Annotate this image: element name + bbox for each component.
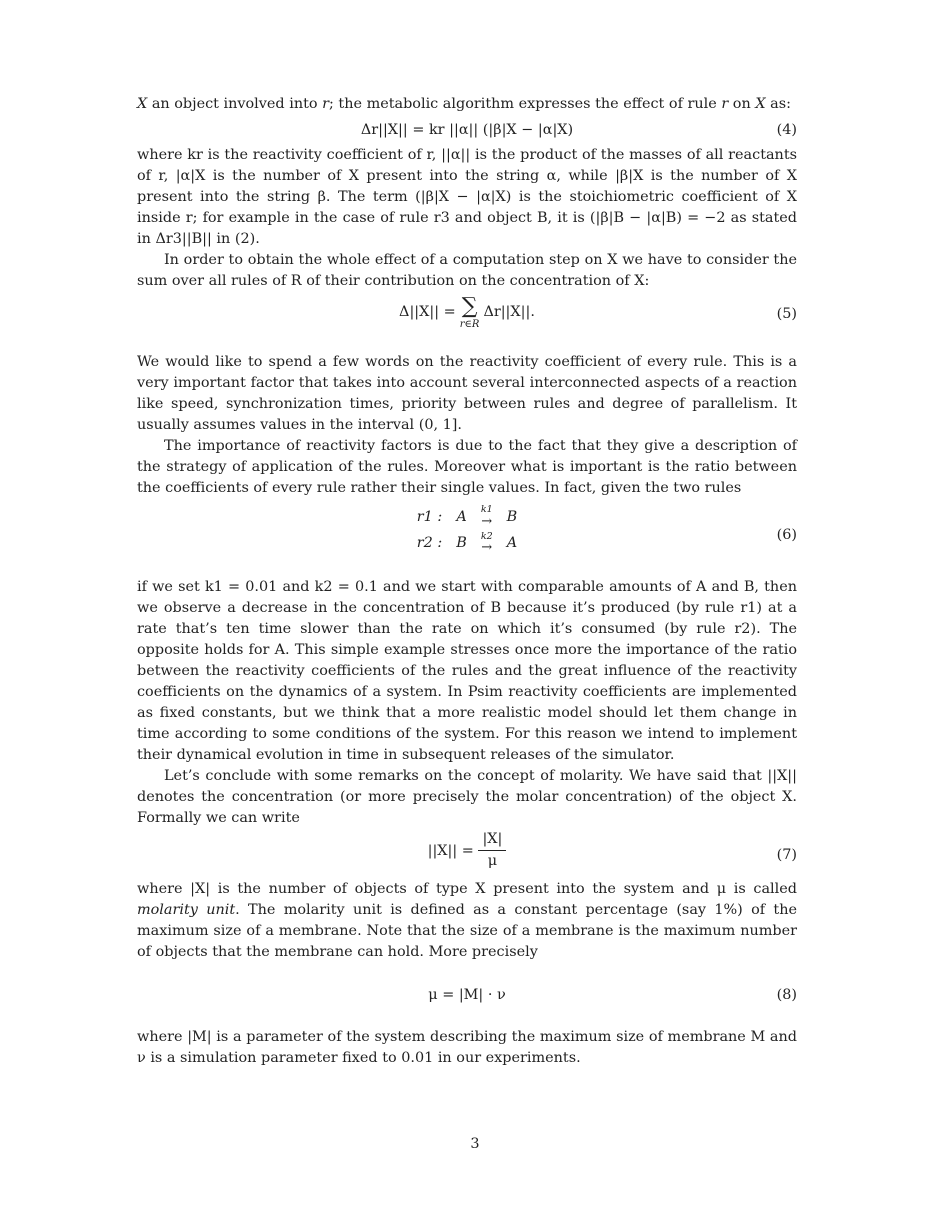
equation-lhs: Δ||X|| =: [399, 304, 456, 320]
rule-product: A: [506, 535, 518, 551]
equation-number: (4): [776, 122, 797, 138]
rate-constant: k1: [480, 504, 493, 515]
equation-8: [137, 963, 797, 1027]
text-span: ; the metabolic algorithm expresses the effect of rule: [329, 96, 722, 112]
rule-product: B: [506, 508, 518, 525]
rule-name: r2 :: [416, 535, 443, 551]
equation-6: [137, 505, 797, 577]
text-span: . The molarity unit is defined as a constant percentage (say 1%) of the maximum size of a membrane. Note that the size of a membrane is the maximum number of objects that the membrane can hold. More precisely: [137, 902, 797, 960]
rule-reactant: B: [456, 535, 467, 551]
sum-expression: [399, 296, 535, 330]
paragraph-reactivity-importance: The importance of reactivity factors is due to the fact that they give a description of the strategy of application of the rules. Moreover what is important is the ratio between the coefficients of every rule rather their single values. In fact, given the two rules: [137, 438, 797, 496]
var-r: r: [721, 96, 729, 112]
equation-4: [137, 115, 797, 145]
arrow-icon: →: [481, 513, 493, 529]
paragraph-example: if we set k1 = 0.01 and k2 = 0.1 and we start with comparable amounts of A and B, then we observe a decrease in the concentration of B because it’s produced (by rule r1) at a rate that’s ten time slower than the rate on which it’s consumed (by rule r2). The opposite holds for A. This simple example stresses once more the importance of the ratio between the reactivity coefficients of the rules and the great influence of the reactivity coefficients on the dynamics of a system. In Psim reactivity coefficients are implemented as fixed constants, but we think that a more realistic model should let them change in time according to some conditions of the system. For this reason we intend to implement their dynamical evolution in time in subsequent releases of the simulator.: [137, 579, 797, 763]
text-span: on: [728, 96, 756, 112]
text-span: an object involved into: [147, 96, 323, 112]
paragraph-molarity-unit: [137, 879, 797, 963]
paper-body: [137, 94, 797, 1069]
equation-formula: Δr||X|| = kr ||α|| (|β|X − |α|X): [360, 122, 574, 138]
rules-block: [417, 505, 517, 554]
equation-number: (5): [776, 306, 797, 322]
equation-lhs: ||X|| =: [427, 842, 474, 859]
page-number: 3: [470, 1136, 480, 1152]
var-x: X: [137, 96, 148, 112]
reaction-arrow: [481, 532, 493, 555]
sigma-glyph: ∑: [461, 294, 478, 319]
paragraph-reactivity-definition: where kr is the reactivity coefficient of r, ||α|| is the product of the masses of all reactants of r, |α|X is the number of X present into the string α, while |β|X is the number of X present into the string β. The term (|β|X − |α|X) is the stoichiometric coefficient of X inside r; for example in the case of rule r3 and object B, it is (|β|B − |α|B) = −2 as stated in Δr3||B|| in (2).: [137, 147, 797, 247]
sum-symbol: [460, 296, 480, 330]
text-span: as:: [765, 96, 791, 112]
paragraph-whole-effect: In order to obtain the whole effect of a computation step on X we have to consider the sum over all rules of R of their contribution on the concentration of X:: [137, 252, 797, 289]
fraction: [478, 831, 506, 871]
fraction-denominator: μ: [487, 853, 498, 870]
term-molarity-unit: molarity unit: [137, 902, 236, 918]
paragraph-intro: [137, 94, 797, 115]
var-x: X: [755, 96, 766, 112]
var-r: r: [322, 96, 329, 112]
rule-name: r1 :: [416, 508, 443, 525]
equation-formula: μ = |M| · ν: [428, 987, 506, 1003]
rate-constant: k2: [480, 530, 493, 542]
equation-5: [137, 292, 797, 352]
paragraph-molarity: Let’s conclude with some remarks on the concept of molarity. We have said that ||X|| denotes the concentration (or more precisely the molar concentration) of the object X. Formally we can write: [137, 768, 797, 826]
equation-rhs: Δr||X||.: [483, 304, 535, 320]
equation-number: (7): [776, 847, 797, 863]
equation-number: (8): [776, 987, 797, 1003]
fraction-numerator: |X|: [478, 831, 506, 851]
reaction-arrow: [481, 505, 493, 528]
equation-number: (6): [776, 527, 797, 543]
arrow-icon: →: [481, 540, 493, 555]
paragraph-membrane-size: where |M| is a parameter of the system describing the maximum size of membrane M and ν is a simulation parameter fixed to 0.01 in our experiments.: [137, 1029, 797, 1066]
paragraph-reactivity-coefficient: We would like to spend a few words on the reactivity coefficient of every rule. This is a very important factor that takes into account several interconnected aspects of a reaction like speed, synchronization times, priority between rules and degree of parallelism. It usually assumes values in the interval (0, 1].: [137, 354, 797, 433]
rule-reactant: A: [456, 508, 467, 525]
text-span: where |X| is the number of objects of type X present into the system and μ is called: [137, 881, 797, 897]
sum-subscript: r∈R: [459, 319, 480, 330]
equation-7: [137, 831, 797, 879]
